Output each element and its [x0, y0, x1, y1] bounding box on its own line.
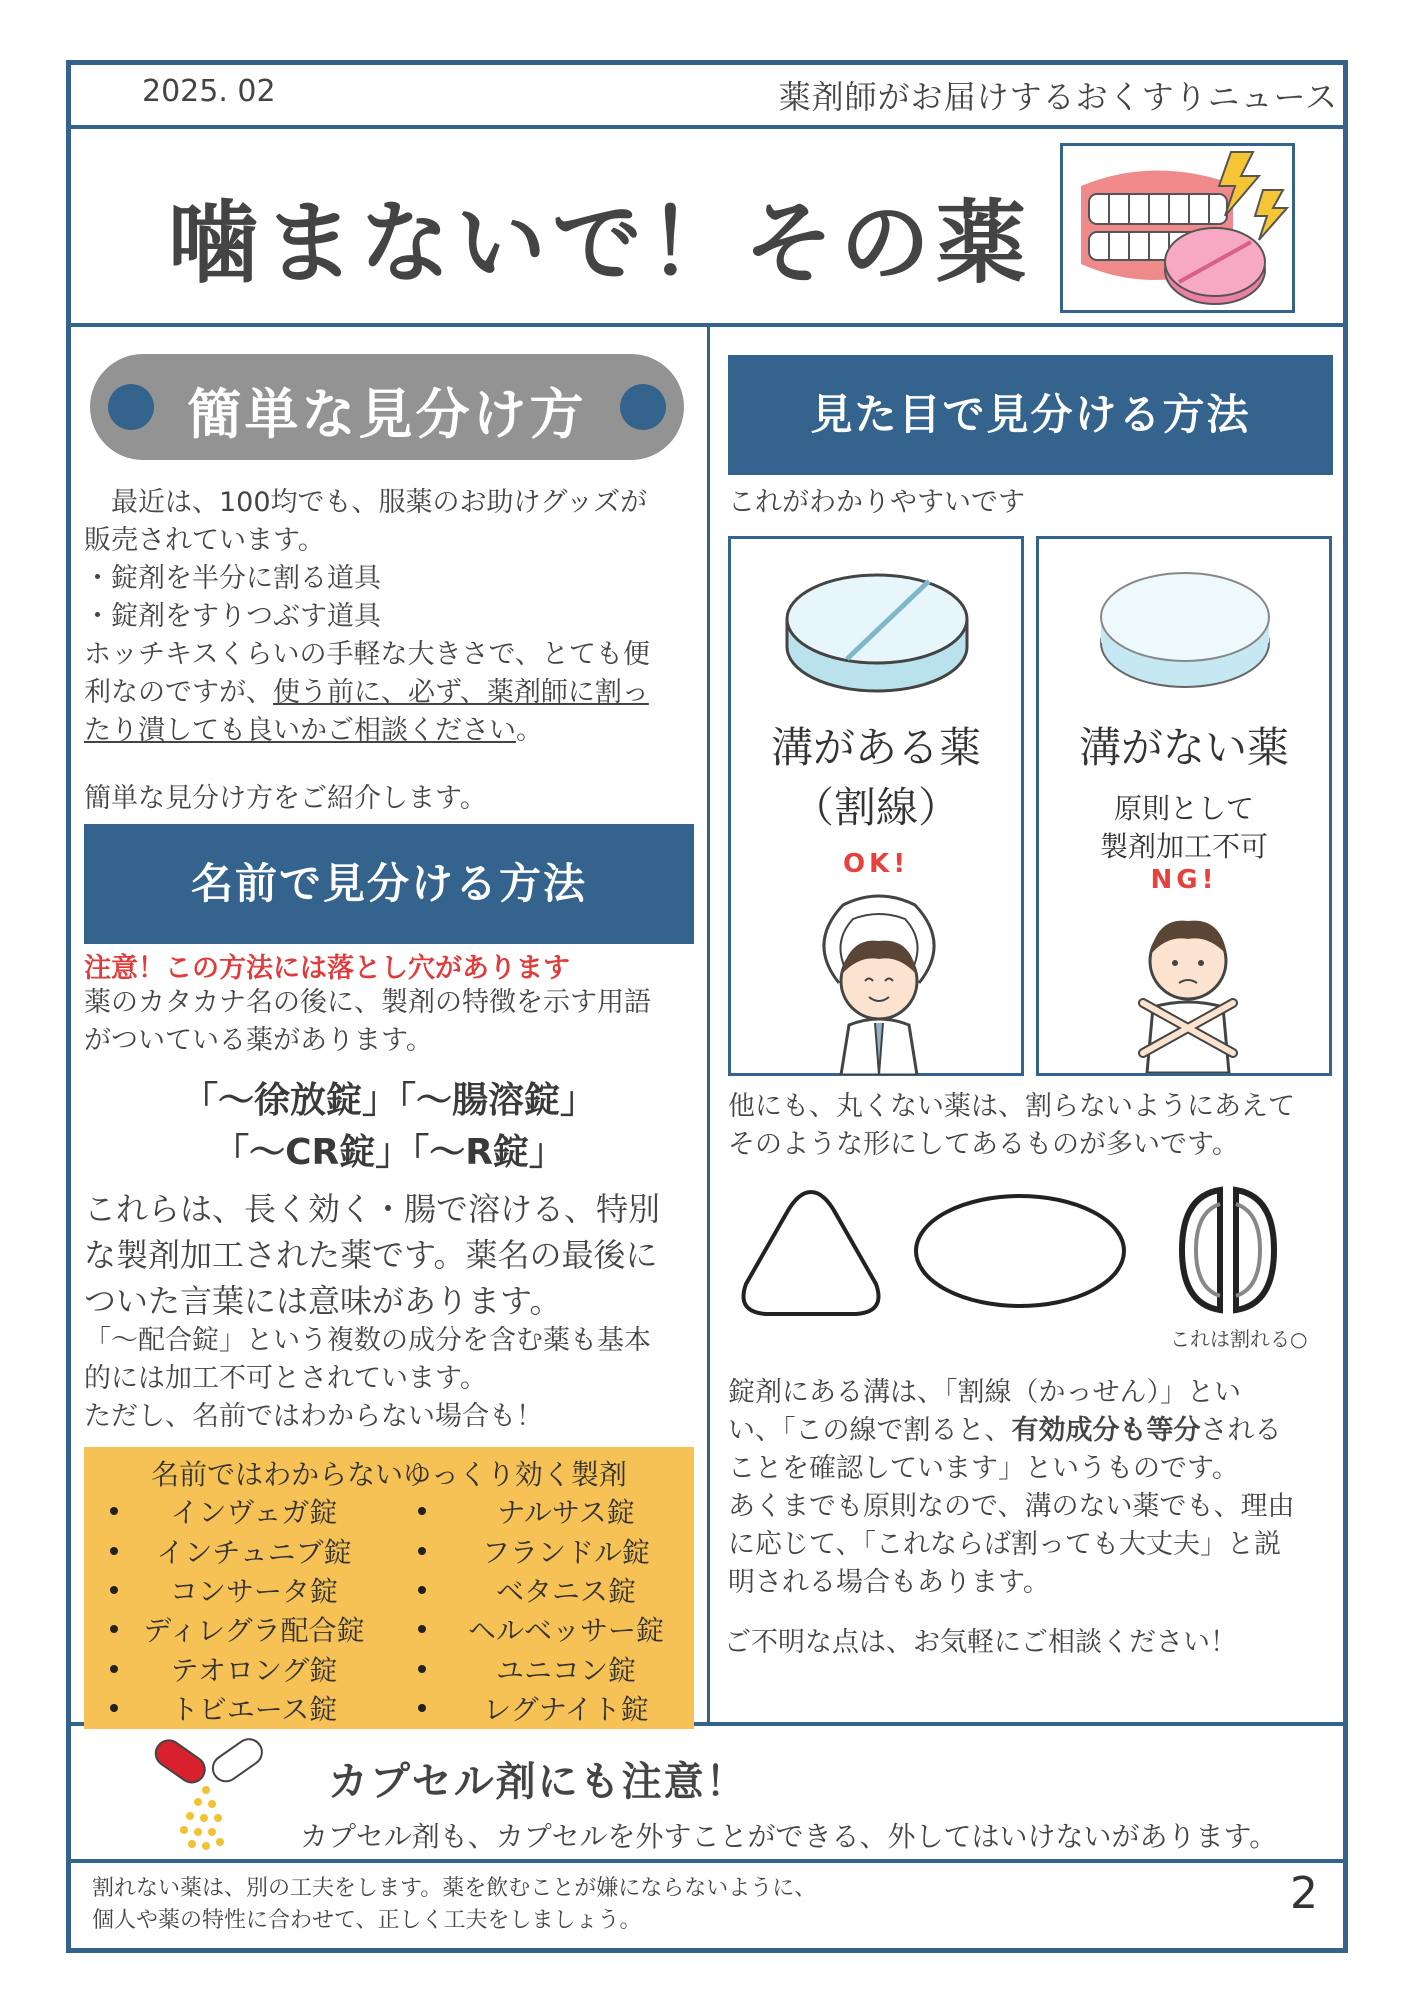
bullet-icon	[110, 1507, 118, 1515]
consult-text: ご不明な点は、お気軽にご相談ください！	[724, 1627, 1237, 1658]
shape-text	[728, 1088, 1348, 1164]
score-plain-b: される	[1200, 1415, 1282, 1446]
intro-line: ・錠剤を半分に割る道具	[84, 563, 381, 594]
special-line: な製剤加工された薬です。薬名の最後に	[84, 1236, 658, 1274]
slow-release-drug-box	[84, 1447, 694, 1729]
intro-line	[84, 712, 704, 750]
name-text	[84, 984, 704, 1060]
drug-item: フランドル錠	[481, 1536, 650, 1569]
unscored-tablet-card	[1036, 536, 1332, 1076]
intro-line: 販売されています。	[84, 525, 325, 556]
name-method-heading: 名前で見分ける方法	[84, 824, 694, 944]
scored-tablet-card	[728, 536, 1024, 1076]
scored-title: 溝がある薬	[770, 723, 981, 772]
warning-text: 注意！この方法には落とし穴があります	[84, 953, 570, 984]
capsule-text: カプセル剤も、カプセルを外すことができる、外してはいけないがあります。	[300, 1820, 1278, 1853]
name-text-line: 薬のカタカナ名の後に、製剤の特徴を示す用語	[84, 987, 651, 1018]
capsule-icon	[140, 1730, 270, 1854]
combo-line: 的には加工不可とされています。	[84, 1363, 487, 1394]
bullet-icon	[418, 1586, 426, 1594]
drug-item: ユニコン錠	[495, 1654, 636, 1687]
score-plain-a: い、「この線で割ると、	[728, 1415, 1012, 1446]
bullet-icon	[110, 1625, 118, 1633]
bullet-icon	[110, 1586, 118, 1594]
pill-heading-label: 簡単な見分け方	[187, 383, 587, 446]
drug-item: トビエース錠	[170, 1693, 338, 1726]
header-rule	[66, 125, 1348, 129]
dot-right-icon	[620, 384, 666, 430]
shape-line: そのような形にしてあるものが多いです。	[728, 1129, 1239, 1160]
footer-text	[92, 1873, 816, 1937]
oval-tablet-icon	[912, 1192, 1128, 1310]
footer-line: 割れない薬は、別の工夫をします。薬を飲むことが嫌にならないように、	[92, 1876, 817, 1901]
drug-item: コンサータ錠	[169, 1575, 338, 1608]
shape-line: 他にも、丸くない薬は、割らないようにあえて	[728, 1091, 1295, 1122]
drug-item: ヘルベッサー錠	[467, 1614, 664, 1647]
intro-line	[84, 674, 704, 712]
intro-underline: 使う前に、必ず、薬剤師に割っ	[273, 677, 649, 708]
special-line: ついた言葉には意味があります。	[84, 1282, 562, 1320]
ok-badge: OK!	[842, 849, 910, 879]
drug-item: ナルサス錠	[497, 1496, 635, 1529]
combo-line: ただし、名前ではわからない場合も！	[84, 1401, 543, 1432]
suffix-line-1: 「～徐放錠」「～腸溶錠」	[181, 1080, 596, 1121]
name-text-line: がついている薬があります。	[84, 1025, 433, 1056]
scored-tablet-icon	[779, 567, 975, 697]
bullet-icon	[110, 1547, 118, 1555]
intro-underline: たり潰しても良いかご相談ください	[84, 715, 516, 746]
combo-line: 「～配合錠」という複数の成分を含む薬も基本	[84, 1325, 651, 1356]
suffix-line-2: 「～CR錠」「～R錠」	[213, 1132, 565, 1173]
visual-method-heading: 見た目で見分ける方法	[728, 355, 1333, 475]
bullet-icon	[110, 1665, 118, 1673]
page-number: 2	[1290, 1868, 1318, 1919]
unscored-line-2: 製剤加工不可	[1099, 830, 1268, 863]
score-line: あくまでも原則なので、溝のない薬でも、理由	[728, 1491, 1295, 1522]
unscored-title: 溝がない薬	[1078, 723, 1289, 772]
unscored-tablet-icon	[1095, 565, 1275, 695]
footer-rule	[66, 1859, 1348, 1863]
bullet-icon	[418, 1547, 426, 1555]
intro-plain: 利なのですが、	[84, 677, 273, 708]
scored-subtitle: （割線）	[791, 783, 960, 832]
bullet-icon	[418, 1704, 426, 1712]
score-line: 明される場合もあります。	[728, 1567, 1050, 1598]
intro-line: ホッチキスくらいの手軽な大きさで、とても便	[84, 639, 650, 670]
bullet-icon	[418, 1625, 426, 1633]
intro-end: 。	[516, 715, 543, 746]
splittable-tablet-icon	[1176, 1184, 1280, 1316]
score-line: 錠剤にある溝は、「割線（かっせん）」とい	[728, 1377, 1241, 1408]
drug-item: インヴェガ錠	[170, 1496, 338, 1529]
intro-outro: 簡単な見分け方をご紹介します。	[84, 783, 487, 814]
bullet-icon	[418, 1665, 426, 1673]
score-line: ことを確認しています」というものです。	[728, 1453, 1239, 1484]
score-line-text	[728, 1374, 1348, 1602]
capsule-title: カプセル剤にも注意！	[328, 1759, 748, 1805]
bullet-icon	[418, 1507, 426, 1515]
drug-item: ベタニス錠	[495, 1575, 636, 1608]
score-line: に応じて、「これならば割っても大丈夫」と説	[728, 1529, 1281, 1560]
page-title: 噛まないで！その薬	[168, 191, 1032, 296]
footer-line: 個人や薬の特性に合わせて、正しく工夫をしましょう。	[92, 1908, 642, 1933]
score-bold: 有効成分も等分	[1011, 1415, 1201, 1446]
splittable-caption: これは割れる○	[1170, 1327, 1308, 1351]
issue-date: 2025. 02	[142, 74, 276, 109]
drug-item: テオロング錠	[170, 1654, 338, 1687]
triangle-tablet-icon	[736, 1184, 886, 1320]
ng-badge: NG!	[1150, 865, 1218, 895]
drug-item: レグナイト錠	[483, 1693, 649, 1726]
special-formulation-text	[84, 1186, 704, 1324]
teeth-pill-illustration	[1060, 143, 1295, 313]
score-line	[728, 1412, 1348, 1450]
unscored-line-1: 原則として	[1113, 792, 1254, 825]
intro-line: ・錠剤をすりつぶす道具	[84, 601, 381, 632]
drug-item: ディレグラ配合錠	[143, 1614, 365, 1647]
newsletter-name: 薬剤師がお届けするおくすりニュース	[778, 78, 1338, 116]
column-divider	[707, 323, 710, 1723]
section-pill-heading	[90, 354, 684, 460]
easy-note: これがわかりやすいです	[728, 487, 1025, 518]
intro-text	[84, 484, 704, 750]
drug-item: インチュニブ錠	[156, 1536, 352, 1569]
ng-person-icon	[1123, 903, 1253, 1073]
ok-person-icon	[799, 883, 959, 1075]
special-line: これらは、長く効く・腸で溶ける、特別	[84, 1190, 661, 1228]
drug-box-title: 名前ではわからないゆっくり効く製剤	[151, 1458, 627, 1491]
bullet-icon	[110, 1704, 118, 1712]
intro-line: 最近は、100均でも、服薬のお助けグッズが	[84, 487, 648, 518]
combination-text	[84, 1322, 704, 1436]
